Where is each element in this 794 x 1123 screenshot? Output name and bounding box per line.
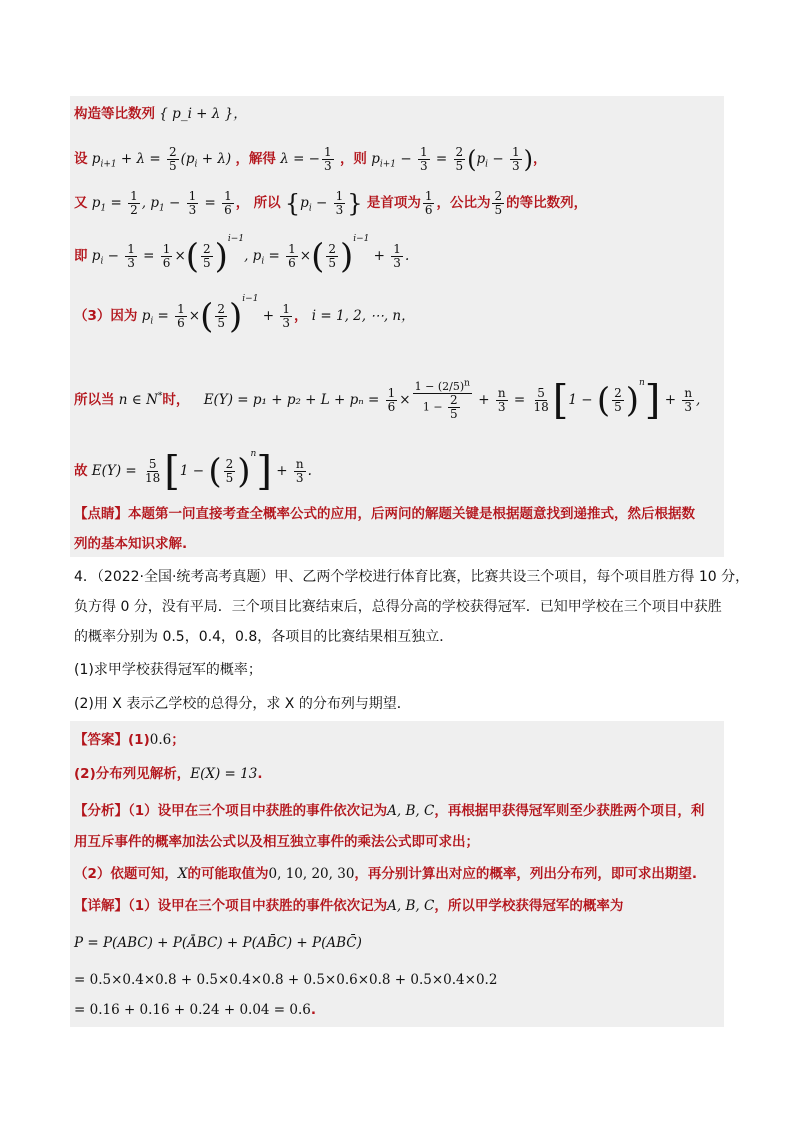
dianjing-line-2: 列的基本知识求解. [74, 536, 188, 552]
dianjing-label: 【点睛】 [74, 506, 128, 522]
solution-line-1: 构造等比数列 { p_i + λ }， [74, 106, 247, 122]
analysis-line-1: 【分析】（1）设甲在三个项目中获胜的事件依次记为A, B, C，再根据甲获得冠军则至少获胜两个项目，利 [74, 803, 705, 819]
solution-line-4: 即 $p_i$ − $\frac{1}{3}$ = $\frac{1}{6}$ ×( $\frac{2}{5}$ )$^{i-1}$, $p_i$ = $\frac{1}{6}$ ×( $\frac{2}{5}$ )$^{i-1}$ + $\frac{1}{3}$ . [74, 233, 410, 277]
detail-equation-3: = 0.16 + 0.16 + 0.24 + 0.04 = 0.6. [74, 1002, 317, 1018]
detail-line-1: 【详解】（1）设甲在三个项目中获胜的事件依次记为A, B, C，所以甲学校获得冠军的概率为 [74, 898, 624, 914]
answer-line-1: 【答案】(1)0.6； [74, 732, 185, 748]
question-4-part-1: (1)求甲学校获得冠军的概率； [74, 662, 262, 678]
question-4-part-2: (2)用 X 表示乙学校的总得分，求 X 的分布列与期望． [74, 696, 411, 712]
answer-label: 【答案】 [74, 732, 128, 748]
math-sequence: { p_i + λ }， [159, 106, 247, 122]
solution-line-3: 又 $p_1$ = $\frac{1}{2}$ , $p_1$ − $\frac{1}{3}$ = $\frac{1}{6}$ ， 所以 {$p_i$ − $\frac{1}{3}$ } 是首项为 $\frac{1}{6}$ ，公比为 $\frac{2}{5}$ 的等比数列， [74, 189, 588, 218]
analysis-label: 【分析】 [74, 803, 128, 819]
analysis-line-3: （2）依题可知，X的可能取值为0, 10, 20, 30，再分别计算出对应的概率，列出分布列，即可求出期望. [74, 866, 698, 882]
detail-label: 【详解】 [74, 898, 128, 914]
solution-part3-line-3: 故 E(Y) = $\frac{5}{18}$ [1 − ( $\frac{2}{5}$ )$^n$] + $\frac{n}{3}$ . [74, 448, 312, 495]
question-4-line-2: 负方得 0 分，没有平局．三个项目比赛结束后，总得分高的学校获得冠军．已知甲学校在三个项目中获胜 [74, 599, 722, 615]
solution-part3-line-2: 所以当 n ∈ N*时， E(Y) = p₁ + p₂ + L + pₙ = $\frac{1}{6}$ × $1 - (2/5)^n$ 1 − $\frac{2}{5}$ + $\frac{n}{3}$ = $\frac{5}{18}$ [1 − ( $\frac{2}{5}$ )$^n$] + $\frac{n}{3}$ , [74, 377, 701, 424]
solution-line-2: 设 $p_{i+1} + \lambda$ = $\frac{2}{5}$ $(p_i + \lambda)$ ，解得 λ = − $\frac{1}{3}$ ，则 $p_{i+1}$ − $\frac{1}{3}$ = $\frac{2}{5}$ ($p_i$ − $\frac{1}{3}$ )， [74, 145, 547, 174]
detail-equation-2: = 0.5×0.4×0.8 + 0.5×0.4×0.8 + 0.5×0.6×0.8 + 0.5×0.4×0.2 [74, 972, 498, 988]
detail-equation-1: P = P(ABC) + P(ĀBC) + P(AB̄C) + P(ABC̄) [74, 935, 362, 951]
answer-line-2: (2)分布列见解析，E(X) = 13. [74, 766, 263, 782]
question-4-line-1: 4．（2022·全国·统考高考真题）甲、乙两个学校进行体育比赛，比赛共设三个项目，每个项目胜方得 10 分， [74, 569, 750, 585]
question-4-line-3: 的概率分别为 0.5，0.4，0.8，各项目的比赛结果相互独立． [74, 629, 454, 645]
analysis-line-2: 用互斥事件的概率加法公式以及相互独立事件的乘法公式即可求出； [74, 834, 479, 850]
solution-part3-line-1: （3）因为 $p_i$ = $\frac{1}{6}$ ×( $\frac{2}{5}$ )$^{i-1}$ + $\frac{1}{3}$ ， i = 1, 2, ⋯, n， [74, 293, 415, 337]
dianjing-line-1: 【点睛】本题第一问直接考查全概率公式的应用，后两问的解题关键是根据题意找到递推式，然后根据数 [74, 506, 695, 522]
